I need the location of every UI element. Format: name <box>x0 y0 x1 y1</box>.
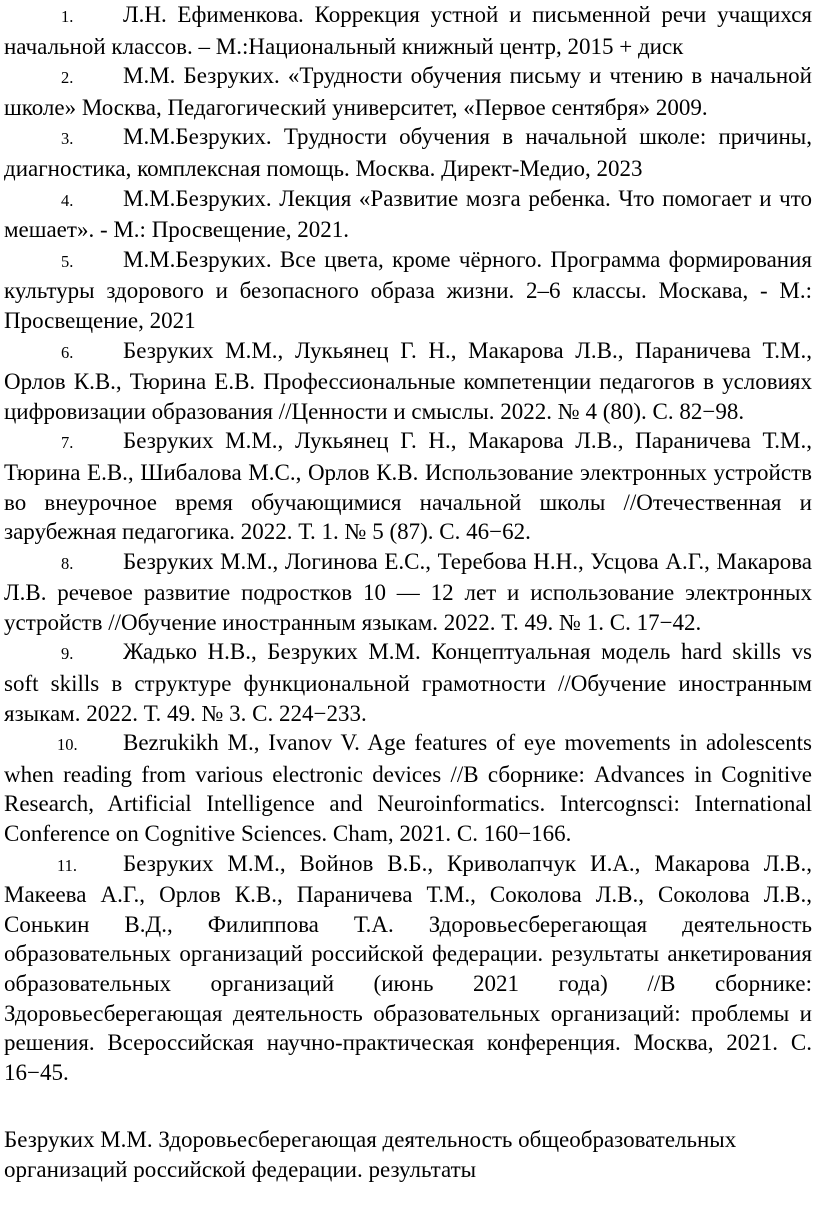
reference-number: 9. <box>61 644 74 664</box>
reference-item-1 <box>4 0 812 61</box>
reference-number: 3. <box>61 129 74 149</box>
reference-number: 5. <box>61 251 74 271</box>
trailing-paragraph: Безруких М.М. Здоровьесберегающая деятельность общеобразовательных организаций российской федерации. результаты <box>4 1127 737 1182</box>
reference-number: 1. <box>61 7 74 26</box>
reference-text: М.М.Безруких. Все цвета, кроме чёрного. Программа формирования культуры здорового и безопасного образа жизни. 2–6 классы. Москава, - М.: Просвещение, 2021 <box>4 246 812 333</box>
reference-item-2 <box>4 61 812 122</box>
reference-number: 4. <box>61 190 74 210</box>
reference-item-7 <box>4 426 812 546</box>
reference-text: М.М.Безруких. Трудности обучения в начальной школе: причины, диагностика, комплексная помощь. Москва. Директ-Медио, 2023 <box>4 124 812 181</box>
reference-number: 10. <box>57 735 78 755</box>
reference-number: 11. <box>57 855 78 875</box>
reference-text: Безруких М.М., Лукьянец Г. Н., Макарова Л.В., Параничева Т.М., Тюрина Е.В., Шибалова М.С., Орлов К.В. Использование электронных устройств во внеурочное время обучающимися начальной школы //Отечественная и зарубежная педагогика. 2022. Т. 1. № 5 (87). С. 46−62. <box>4 428 812 545</box>
reference-list <box>4 0 812 1087</box>
reference-text: Безруких М.М., Логинова Е.С., Теребова Н.Н., Усцова А.Г., Макарова Л.В. речевое развитие подростков 10 — 12 лет и использование электронных устройств //Обучение иностранным языкам. 2022. Т. 49. № 1. С. 17−42. <box>4 548 812 635</box>
reference-item-3 <box>4 122 812 183</box>
document-page <box>4 0 812 1185</box>
reference-text: Жадько Н.В., Безруких М.М. Концептуальная модель hard skills vs soft skills в структуре функциональной грамотности //Обучение иностранным языкам. 2022. Т. 49. № 3. С. 224−233. <box>4 639 812 726</box>
reference-text: Безруких М.М., Войнов В.Б., Криволапчук И.А., Макарова Л.В., Макеева А.Г., Орлов К.В., Параничева Т.М., Соколова Л.В., Соколова Л.В., Сонькин В.Д., Филиппова Т.А. Здоровьесберегающая деятельность образовательных организаций российской федерации. результаты анкетирования образовательных организаций (июнь 2021 года) //В сборнике: Здоровьесберегающая деятельность образовательных организаций: проблемы и решения. Всероссийская научно-практическая конференция. Москва, 2021. С. 16−45. <box>4 850 812 1085</box>
reference-item-11 <box>4 849 812 1088</box>
reference-text: М.М. Безруких. «Трудности обучения письму и чтению в начальной школе» Москва, Педагогический университет, «Первое сентября» 2009. <box>4 63 812 120</box>
reference-item-6 <box>4 336 812 427</box>
reference-text: М.М.Безруких. Лекция «Развитие мозга ребенка. Что помогает и что мешает». - М.: Просвещение, 2021. <box>4 185 812 243</box>
reference-number: 2. <box>61 68 74 88</box>
reference-number: 6. <box>61 342 74 362</box>
reference-item-8 <box>4 547 812 638</box>
reference-text: Bezrukikh M., Ivanov V. Age features of eye movements in adolescents when reading from various electronic devices //В сборнике: Advances in Cognitive Research, Artificial Intelligence and Neuroinformatics. Intercognsci: International Conference on Cognitive Sciences. Cham, 2021. С. 160−166. <box>4 730 812 847</box>
reference-number: 7. <box>61 433 74 453</box>
reference-text: Л.Н. Ефименкова. Коррекция устной и письменной речи учащихся начальной классов. – М.:Национальный книжный центр, 2015 + диск <box>4 2 812 59</box>
reference-item-9 <box>4 637 812 728</box>
reference-item-10 <box>4 728 812 848</box>
reference-text: Безруких М.М., Лукьянец Г. Н., Макарова Л.В., Параничева Т.М., Орлов К.В., Тюрина Е.В. Профессиональные компетенции педагогов в условиях цифровизации образования //Ценности и смыслы. 2022. № 4 (80). С. 82−98. <box>4 337 812 424</box>
reference-item-4 <box>4 184 812 245</box>
reference-number: 8. <box>61 553 74 573</box>
reference-item-5 <box>4 245 812 336</box>
